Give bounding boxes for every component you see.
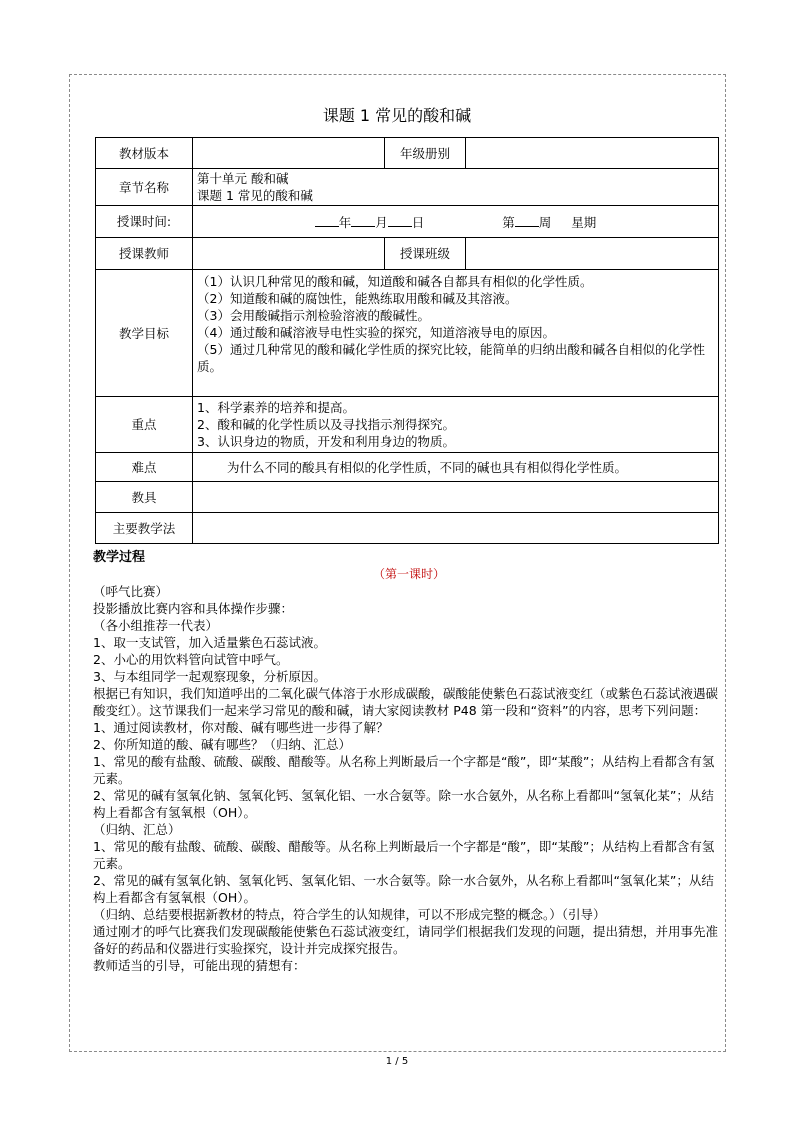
goal-item: （1）认识几种常见的酸和碱，知道酸和碱各自都具有相似的化学性质。 [197,274,593,289]
teacher-label: 授课教师 [96,238,193,270]
tools-label: 教具 [96,482,193,513]
goal-item: （4）通过酸和碱溶液导电性实验的探究，知道溶液导电的原因。 [197,325,555,340]
process-paragraph: 教师适当的引导，可能出现的猜想有： [93,958,306,973]
difficulty-label: 难点 [96,453,193,482]
year-text: 年 [338,214,352,230]
teacher-value [193,238,385,270]
process-paragraph: （各小组推荐一代表） [93,618,219,633]
process-paragraph: 2、小心的用饮料管向试管中呼气。 [93,652,289,667]
textbook-label: 教材版本 [96,138,193,169]
time-label: 授课时间: [96,206,193,238]
process-heading: 教学过程 [93,550,146,565]
process-paragraph: 3、与本组同学一起观察现象，分析原因。 [93,669,326,684]
class-value [466,238,719,270]
process-paragraph: 2、常见的碱有氢氧化钠、氢氧化钙、氢氧化铝、一水合氨等。除一水合氨外，从名称上看都叫“氢氧化某”；从结构上看都含有氢氧根（OH）。 [93,873,714,905]
lesson-label: （第一课时） [372,567,445,581]
process-paragraph: 1、取一支试管，加入适量紫色石蕊试液。 [93,635,326,650]
goal-item: （5）通过几种常见的酸和碱化学性质的探究比较，能简单的归纳出酸和碱各自相似的化学性质。 [197,342,705,374]
week-text: 周 [538,214,552,230]
process-paragraph: 通过刚才的呼气比赛我们发现碳酸能使紫色石蕊试液变红，请同学们根据我们发现的问题，提出猜想，并用事先准备好的药品和仪器进行实验探究，设计并完成探究报告。 [93,924,719,956]
month-text: 月 [375,214,388,230]
teaching-process [93,549,725,974]
key-label: 重点 [96,397,193,453]
day-text: 日 [411,214,425,230]
key-point-item: 1、科学素养的培养和提高。 [197,400,355,415]
goals-list [193,270,719,397]
page-title: 课题 1 常见的酸和碱 [322,106,472,125]
grade-value [466,138,719,169]
chapter-value [193,169,719,206]
chapter-label: 章节名称 [96,169,193,206]
goal-item: （2）知道酸和碱的腐蚀性，能熟练取用酸和碱及其溶液。 [197,291,518,306]
difficulty-value: 为什么不同的酸具有相似的化学性质，不同的碱也具有相似得化学性质。 [193,453,719,482]
process-paragraph: 根据已有知识，我们知道呼出的二氧化碳气体溶于水形成碳酸，碳酸能使紫色石蕊试液变红（或紫色石蕊试液遇碳酸变红）。这节课我们一起来学习常见的酸和碱，请大家阅读教材 P48 第一段和“资料”的内容，思考下列问题： [93,686,719,718]
textbook-value [193,138,385,169]
process-paragraphs [93,583,725,974]
process-paragraph: （归纳、总结要根据新教材的特点，符合学生的认知规律，可以不形成完整的概念。）（引导） [93,907,606,922]
process-paragraph: 2、常见的碱有氢氧化钠、氢氧化钙、氢氧化铝、一水合氨等。除一水合氨外，从名称上看都叫“氢氧化某”；从结构上看都含有氢氧根（OH）。 [93,788,714,820]
weekday-text: 星期 [571,214,597,230]
key-point-item: 2、酸和碱的化学性质以及寻找指示剂得探究。 [197,417,455,432]
process-paragraph: 1、常见的酸有盐酸、硫酸、碳酸、醋酸等。从名称上判断最后一个字都是“酸”，即“某酸”；从结构上看都含有氢元素。 [93,754,715,786]
goals-label: 教学目标 [96,270,193,397]
chapter-line: 第十单元 酸和碱 [197,171,289,186]
process-paragraph: 投影播放比赛内容和具体操作步骤： [93,601,294,616]
process-paragraph: （呼气比赛） [93,584,169,599]
page-number: 1 / 5 [385,1056,409,1067]
process-paragraph: 1、常见的酸有盐酸、硫酸、碳酸、醋酸等。从名称上判断最后一个字都是“酸”，即“某酸”；从结构上看都含有氢元素。 [93,839,715,871]
method-label: 主要教学法 [96,513,193,544]
method-value [193,513,719,544]
week-prefix-text: 第 [502,214,515,230]
goal-item: （3）会用酸碱指示剂检验溶液的酸碱性。 [197,308,430,323]
chapter-line: 课题 1 常见的酸和碱 [197,188,313,203]
key-point-item: 3、认识身边的物质，开发和利用身边的物质。 [197,434,455,449]
key-points-list [193,397,719,453]
time-value [193,206,719,238]
process-paragraph: （归纳、汇总） [93,822,181,837]
class-label: 授课班级 [385,238,466,270]
lesson-info-table [95,137,719,544]
tools-value [193,482,719,513]
process-paragraph: 2、你所知道的酸、碱有哪些？（归纳、汇总） [93,737,351,752]
grade-label: 年级册别 [385,138,466,169]
process-paragraph: 1、通过阅读教材，你对酸、碱有哪些进一步得了解？ [93,720,389,735]
